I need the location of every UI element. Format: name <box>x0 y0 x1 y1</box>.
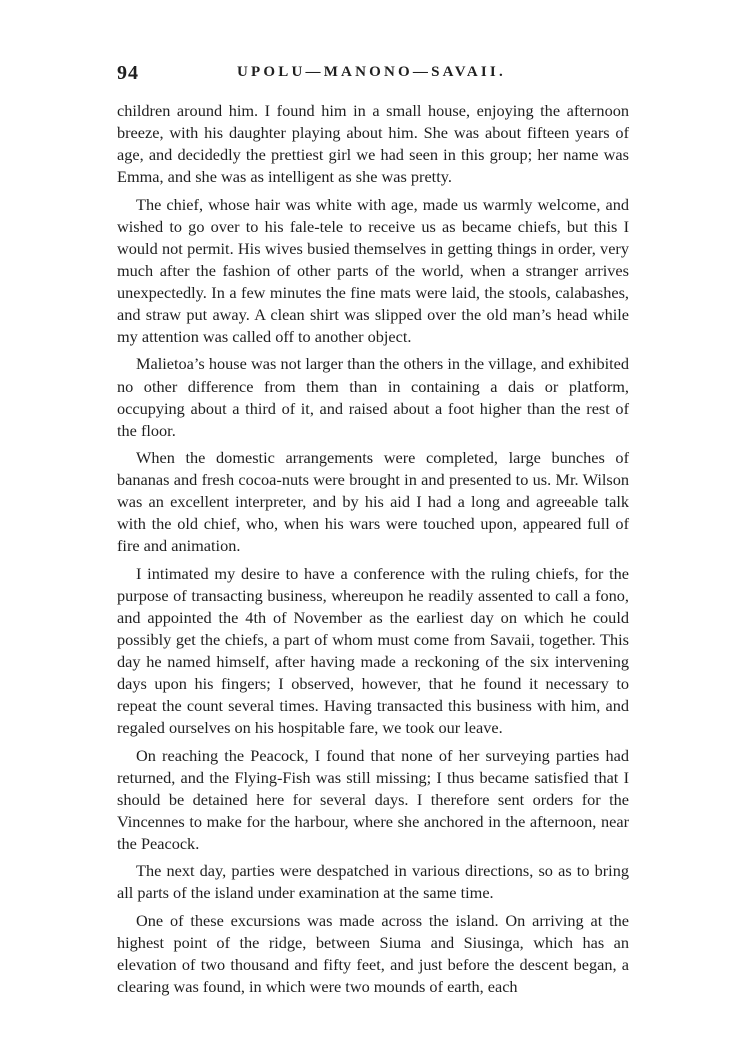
paragraph: The chief, whose hair was white with age, made us warmly welcome, and wished to go over to his fale-tele to receive us as became chiefs, but this I would not permit. His wives busied themselves in getting things in order, very much after the fashion of other parts of the world, when a stranger arrives unexpectedly. In a few minutes the fine mats were laid, the stools, calabashes, and straw put away. A clean shirt was slipped over the old man’s head while my attention was called off to another object. <box>117 194 629 347</box>
paragraph: When the domestic arrangements were completed, large bunches of bananas and fresh cocoa-nuts were brought in and presented to us. Mr. Wilson was an excellent interpreter, and by his aid I had a long and agreeable talk with the old chief, who, when his wars were touched upon, appeared full of fire and animation. <box>117 447 629 556</box>
paragraph: Malietoa’s house was not larger than the others in the village, and exhibited no other difference from them than in containing a dais or platform, occupying about a third of it, and raised about a foot higher than the rest of the floor. <box>117 354 629 440</box>
paragraph: The next day, parties were despatched in various directions, so as to bring all parts of the island under examination at the same time. <box>117 861 629 903</box>
running-title: UPOLU—MANONO—SAVAII. <box>237 64 506 80</box>
page-header <box>117 60 632 88</box>
paragraph: children around him. I found him in a small house, enjoying the afternoon breeze, with his daughter playing about him. She was about fifteen years of age, and decidedly the prettiest girl we had seen in this group; her name was Emma, and she was as intelligent as she was pretty. <box>117 101 629 187</box>
paragraph: On reaching the Peacock, I found that none of her surveying parties had returned, and the Flying-Fish was still missing; I thus became satisfied that I should be detained here for several days. I therefore sent orders for the Vincennes to make for the harbour, where she anchored in the afternoon, near the Peacock. <box>117 745 629 853</box>
paragraph: One of these excursions was made across the island. On arriving at the highest point of the ridge, between Siuma and Siusinga, which has an elevation of two thousand and fifty feet, and just before the descent began, a clearing was found, in which were two mounds of earth, each <box>117 910 629 996</box>
body-text <box>117 100 629 1003</box>
paragraph: I intimated my desire to have a conference with the ruling chiefs, for the purpose of transacting business, whereupon he readily assented to call a fono, and appointed the 4th of November as the earliest day on which he could possibly get the chiefs, a part of whom must come from Savaii, together. This day he named himself, after having made a reckoning of the six intervening days upon his fingers; I observed, however, that he found it necessary to repeat the count several times. Having transacted this business with him, and regaled ourselves on his hospitable fare, we took our leave. <box>117 563 629 738</box>
page-number: 94 <box>117 62 139 84</box>
